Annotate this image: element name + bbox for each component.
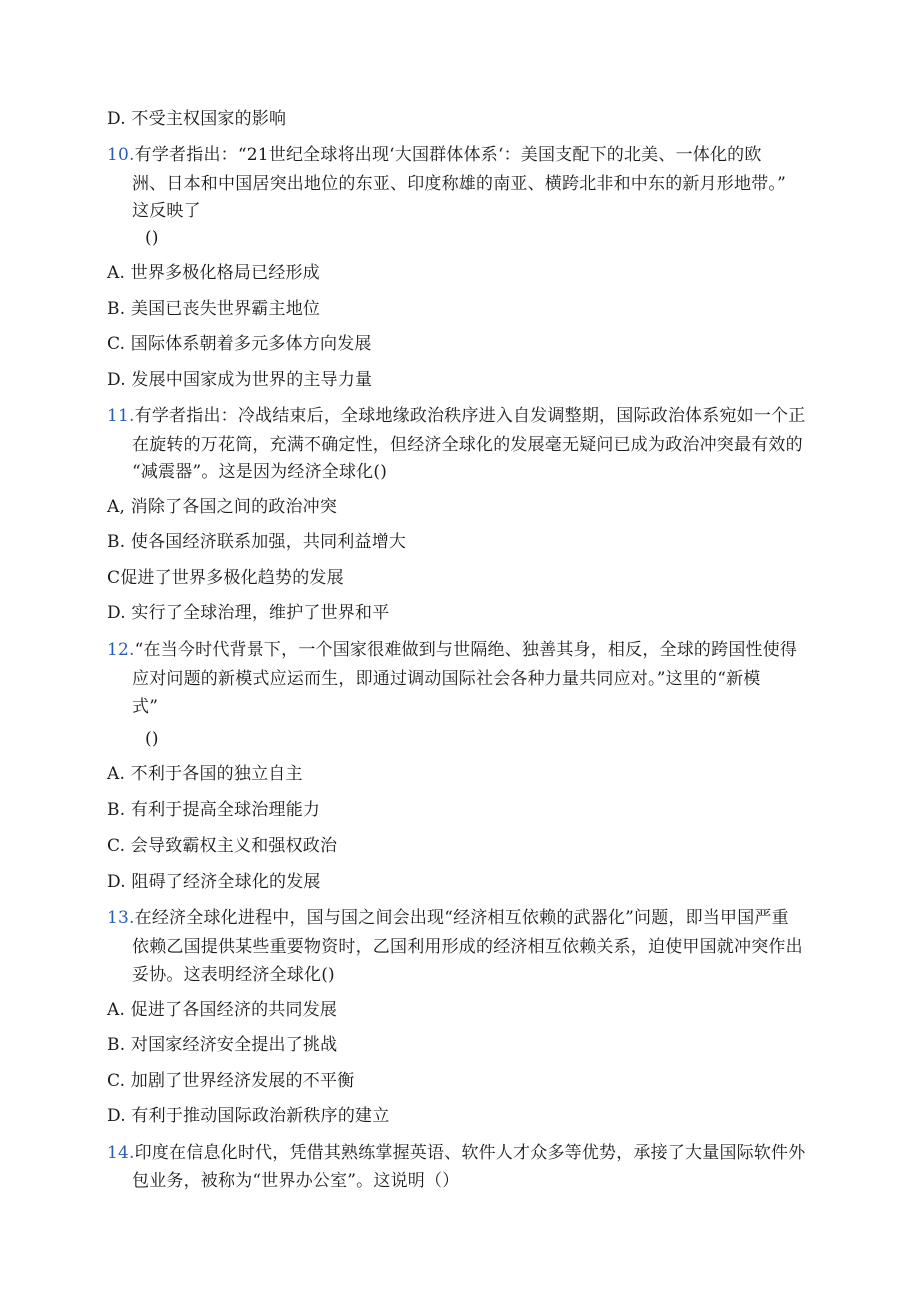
option-c: C促进了世界多极化趋势的发展	[107, 568, 344, 588]
question-text: 在经济全球化进程中，国与国之间会出现“经济相互依赖的武器化”问题，即当甲国严重	[134, 908, 789, 928]
option-d: D. 阻碍了经济全球化的发展	[107, 872, 321, 892]
question-11-line-1	[107, 404, 805, 428]
question-number: 13.	[107, 908, 135, 928]
option-b: B. 有利于提高全球治理能力	[107, 800, 321, 820]
question-number: 11.	[107, 406, 135, 426]
question-13-line-2: 依赖乙国提供某些重要物资时，乙国利用形成的经济相互依赖关系，迫使甲国就冲突作出	[132, 937, 803, 957]
option-c: C. 加剧了世界经济发展的不平衡	[107, 1071, 355, 1091]
option-b: B. 美国已丧失世界霸主地位	[107, 299, 321, 319]
question-14-line-2: 包业务，被称为“世界办公室”。这说明（）	[132, 1171, 460, 1191]
option-d: D. 实行了全球治理，维护了世界和平	[107, 603, 390, 623]
question-13-line-1	[107, 906, 789, 930]
question-10-line-2: 洲、日本和中国居突出地位的东亚、印度称雄的南亚、横跨北非和中东的新月形地带。”	[132, 174, 786, 194]
question-number: 10.	[107, 145, 135, 165]
question-14-line-1	[107, 1141, 805, 1165]
option-b: B. 使各国经济联系加强，共同利益增大	[107, 532, 407, 552]
question-text: 印度在信息化时代，凭借其熟练掌握英语、软件人才众多等优势，承接了大量国际软件外	[134, 1143, 806, 1163]
question-12-line-3: 式”	[132, 697, 159, 717]
option-a: A. 世界多极化格局已经形成	[107, 263, 320, 283]
option-d: D. 有利于推动国际政治新秩序的建立	[107, 1106, 390, 1126]
question-number: 14.	[107, 1143, 135, 1163]
question-text: 有学者指出：“21世纪全球将出现‘大国群体体系‘：美国支配下的北美、一体化的欧	[134, 145, 762, 165]
question-13-line-3: 妥协。这表明经济全球化()	[132, 965, 335, 985]
option-a: A, 消除了各国之间的政治冲突	[107, 497, 338, 517]
question-number: 12.	[107, 640, 135, 660]
question-11-line-3: “减震器”。这是因为经济全球化()	[132, 462, 388, 482]
question-text: “在当今时代背景下，一个国家很难做到与世隔绝、独善其身，相反，全球的跨国性使得	[134, 640, 798, 660]
question-10-line-3: 这反映了	[132, 201, 201, 221]
option-a: A. 促进了各国经济的共同发展	[107, 1000, 338, 1020]
option-a: A. 不利于各国的独立自主	[107, 764, 303, 784]
question-text: 有学者指出：冷战结束后，全球地缘政治秩序进入自发调整期，国际政治体系宛如一个正	[134, 406, 806, 426]
answer-parentheses: ()	[145, 228, 159, 248]
question-10-line-1	[107, 143, 762, 167]
option-b: B. 对国家经济安全提出了挑战	[107, 1035, 338, 1055]
question-12-line-1	[107, 638, 797, 662]
question-12-line-2: 应对问题的新模式应运而生，即通过调动国际社会各种力量共同应对。”这里的“新模	[132, 669, 761, 689]
option-c: C. 会导致霸权主义和强权政治	[107, 836, 338, 856]
option-d: D. 不受主权国家的影响	[107, 109, 287, 129]
answer-parentheses: ()	[145, 729, 159, 749]
question-11-line-2: 在旋转的万花筒，充满不确定性，但经济全球化的发展毫无疑问已成为政治冲突最有效的	[132, 435, 803, 455]
option-d: D. 发展中国家成为世界的主导力量	[107, 370, 373, 390]
option-c: C. 国际体系朝着多元多体方向发展	[107, 334, 372, 354]
